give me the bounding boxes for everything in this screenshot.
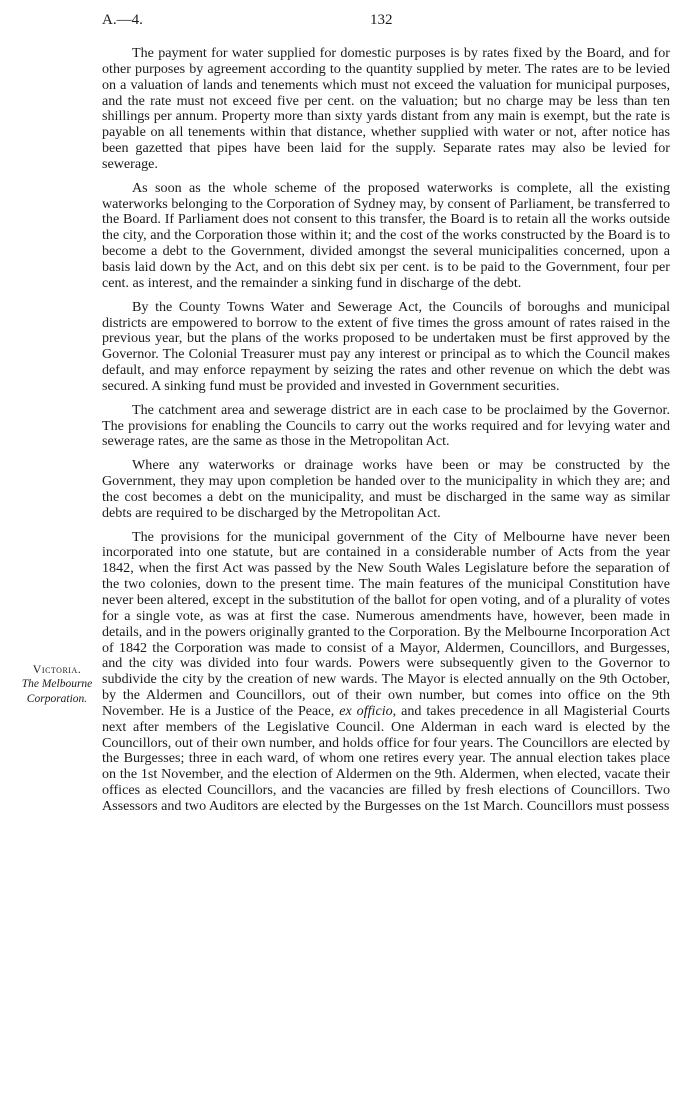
paragraph-county-towns-act: By the County Towns Water and Sewerage Act, the Councils of boroughs and municipal districts are empowered to borrow to the extent of five times the gross amount of rates raised in the previous year, but the plans of the works proposed to be undertaken must be first approved by the Governor. The Colonial Treasurer must pay any interest or principal as to which the Council makes default, and may enforce repayment by seizing the rates and other revenue on which the debt was secured. A sinking fund must be provided and invested in Government securities. — [102, 298, 670, 394]
body-text — [102, 46, 670, 823]
paragraph-melbourne-corporation — [102, 530, 670, 815]
margin-note-title: Victoria. — [32, 662, 82, 676]
margin-note — [14, 662, 100, 707]
melbourne-text-part-2: , and takes precedence in all Magisterial Courts next after members of the Legislative Council. One Alderman in each ward is elected by the Councillors, out of their own number, and holds office for four years. The Councillors are elected by the Burgesses; three in each ward, of whom one retires every year. The annual election takes place on the 1st November, and the election of Aldermen on the 9th. Aldermen, when elected, vacate their offices as elected Councillors, and the vacancies are filled by fresh elections of Councillors. Two Assessors and two Auditors are elected by the Burgesses on the 1st March. Councillors must possess — [102, 702, 671, 814]
margin-note-subtitle-line-2: Corporation. — [26, 693, 88, 705]
paragraph-water-rates: The payment for water supplied for domestic purposes is by rates fixed by the Board, and for other purposes by agreement according to the quantity supplied by meter. The rates are to be levied on a valuation of lands and tenements which must not exceed the valuation for municipal purposes, and the rate must not exceed five per cent. on the valuation; but no charge may be less than ten shillings per annum. Property more than sixty yards distant from any main is exempt, but the rate is payable on all tenements within that distance, whether supplied with water or not, after notice has been gazetted that pipes have been laid for the supply. Separate rates may also be levied for sewerage. — [102, 45, 670, 172]
melbourne-text-part-1: The provisions for the municipal government of the City of Melbourne have never been incorporated into one statute, but are contained in a considerable number of Acts from the year 1842, when the first Act was passed by the New South Wales Legislature before the separation of the two colonies, down to the present time. The main features of the municipal Constitution have never been altered, except in the substitution of the ballot for open voting, and of a plurality of votes for a single vote, as was at first the case. Numerous amendments have, however, been made in details, and in the powers originally granted to the Corporation. By the Melbourne Incorporation Act of 1842 the Corporation was made to consist of a Mayor, Aldermen, Councillors, and Burgesses, and the city was divided into four wards. Powers were subsequently given to the Governor to subdivide the city by the creation of new wards. The Mayor is elected annually on the 9th October, by the Aldermen and Councillors, out of their own number, but comes into office on the 9th November. He is a Justice of the Peace, — [102, 528, 670, 719]
page-header — [102, 12, 670, 34]
page-number: 132 — [370, 12, 393, 28]
document-reference: A.—4. — [102, 12, 143, 28]
paragraph-catchment-area: The catchment area and sewerage district are in each case to be proclaimed by the Governor. The provisions for enabling the Councils to carry out the works required and for levying water and sewerage rates, are the same as those in the Metropolitan Act. — [102, 401, 670, 450]
melbourne-italic-phrase: ex officio — [339, 702, 393, 719]
margin-note-subtitle-line-1: The Melbourne — [21, 678, 93, 690]
paragraph-government-works: Where any waterworks or drainage works have been or may be constructed by the Government, they may upon completion be handed over to the municipality in which they are; and the cost becomes a debt on the municipality, and must be discharged in the same way as similar debts are required to be discharged by the Metropolitan Act. — [102, 457, 670, 521]
paragraph-waterworks-transfer: As soon as the whole scheme of the proposed waterworks is complete, all the existing waterworks belonging to the Corporation of Sydney may, by consent of Parliament, be transferred to the Board. If Parliament does not consent to this transfer, the Board is to retain all the works outside the city, and the Corporation those within it; and the cost of the works constructed by the Board is to become a debt to the Government, divided amongst the several municipalities concerned, upon a basis laid down by the Act, and on this debt six per cent. is to be paid to the Government, four per cent. as interest, and the remainder a sinking fund in discharge of the debt. — [102, 179, 670, 291]
